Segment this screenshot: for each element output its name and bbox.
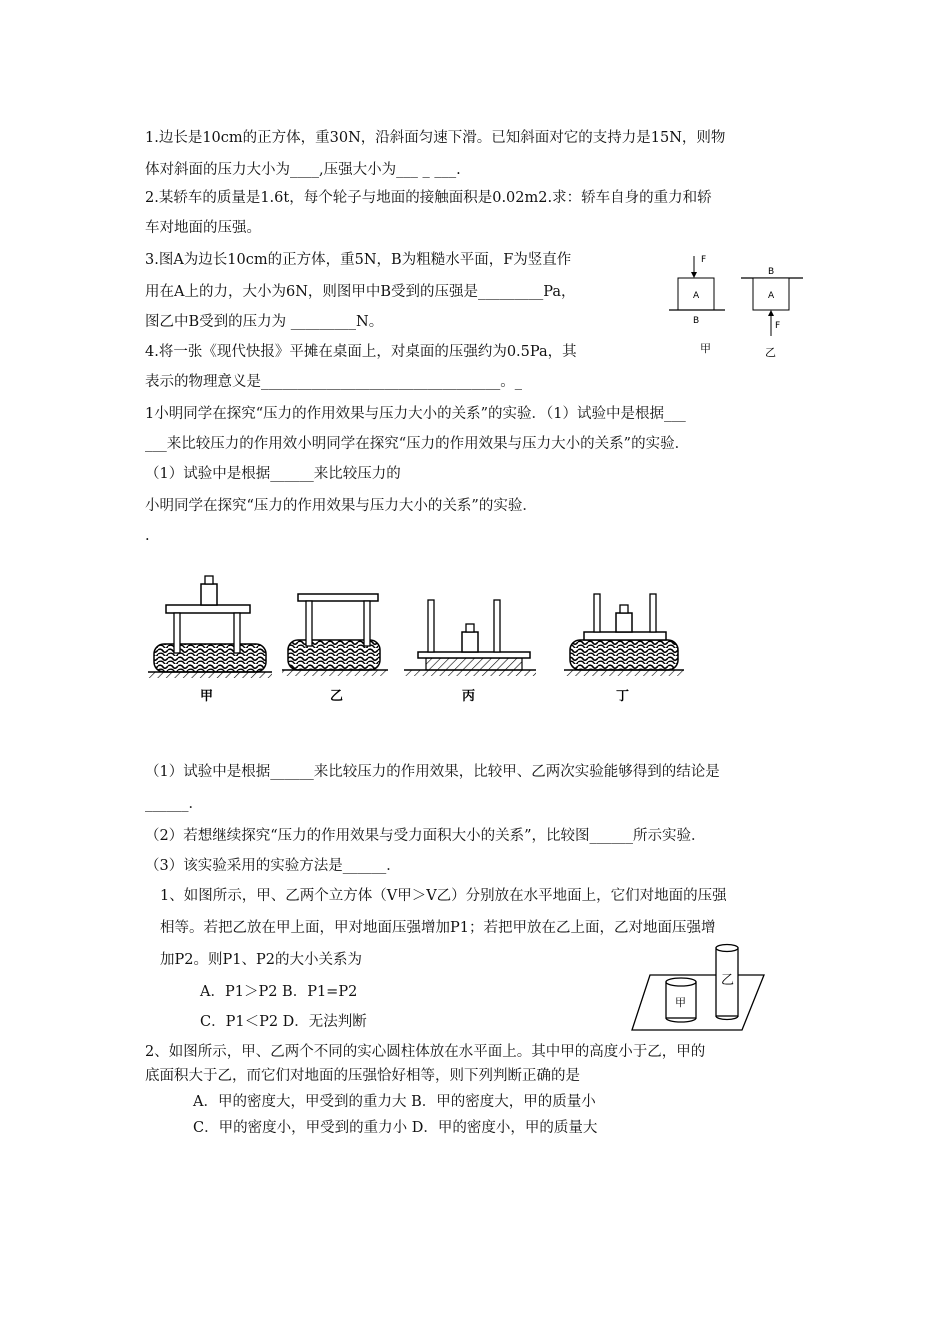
q5-line-1: 1小明同学在探究“压力的作用效果与压力大小的关系”的实验．（1）试验中是根据___ xyxy=(145,406,686,422)
q5-sub1-line-1: （1）试验中是根据______来比较压力的作用效果，比较甲、乙两次实验能够得到的结论是 xyxy=(145,764,720,780)
label-setup-jia: 甲 xyxy=(200,689,214,704)
q7-line-2: 底面积大于乙，而它们对地面的压强恰好相等，则下列判断正确的是 xyxy=(145,1068,580,1084)
q7-options-cd: C．甲的密度小，甲受到的重力小 D．甲的密度小，甲的质量大 xyxy=(193,1120,598,1136)
q3-line-2: 用在A上的力，大小为6N，则图甲中B受到的压强是_________Pa， xyxy=(145,284,576,300)
q6-line-3: 加P2。则P1、P2的大小关系为 xyxy=(160,952,362,968)
q4-line-1: 4.将一张《现代快报》平摊在桌面上，对桌面的压强约为0.5Pa，其 xyxy=(145,344,577,360)
q5-line-5: . xyxy=(145,528,150,544)
cylinders-figure xyxy=(628,940,768,1035)
q4-line-2: 表示的物理意义是_________________________________。_ xyxy=(145,374,522,390)
q1-line-2: 体对斜面的压力大小为____,压强大小为___ _ ___. xyxy=(145,162,461,178)
label-a-yi: A xyxy=(768,291,775,301)
q5-sub2-line: （2）若想继续探究“压力的作用效果与受力面积大小的关系”，比较图______所示实验． xyxy=(145,828,706,844)
label-cylinder-jia: 甲 xyxy=(675,996,686,1009)
label-setup-ding: 丁 xyxy=(616,689,630,704)
q6-options-ab: A．P1＞P2 B．P1=P2 xyxy=(200,984,358,1000)
label-setup-yi: 乙 xyxy=(330,689,344,704)
label-cylinder-yi: 乙 xyxy=(721,973,735,988)
plane xyxy=(632,975,764,1030)
setup-jia xyxy=(148,576,272,678)
setup-bing xyxy=(404,600,536,676)
q3-line-3: 图乙中B受到的压力为 _________N。 xyxy=(145,314,384,330)
label-f-jia: F xyxy=(701,255,707,265)
q2-line-1: 2.某轿车的质量是1.6t，每个轮子与地面的接触面积是0.02m2.求：轿车自身的重力和轿 xyxy=(145,190,712,206)
q6-line-2: 相等。若把乙放在甲上面，甲对地面压强增加P1；若把甲放在乙上面，乙对地面压强增 xyxy=(160,920,716,936)
label-b-yi: B xyxy=(768,267,775,277)
label-yi: 乙 xyxy=(765,346,776,359)
q6-options-cd: C．P1＜P2 D．无法判断 xyxy=(200,1014,367,1030)
q5-line-4: 小明同学在探究“压力的作用效果与压力大小的关系”的实验． xyxy=(145,498,537,514)
q5-sub3-line: （3）该实验采用的实验方法是______． xyxy=(145,858,401,874)
pressure-experiment-figure xyxy=(148,560,688,710)
label-jia: 甲 xyxy=(700,342,711,355)
q3-line-1: 3.图A为边长10cm的正方体，重5N，B为粗糙水平面，F为竖直作 xyxy=(145,252,572,268)
q5-line-2: ___来比较压力的作用效小明同学在探究“压力的作用效果与压力大小的关系”的实验． xyxy=(145,436,690,452)
q5-line-3: （1）试验中是根据______来比较压力的 xyxy=(145,466,401,482)
q7-options-ab: A．甲的密度大，甲受到的重力大 B．甲的密度大，甲的质量小 xyxy=(193,1094,596,1110)
q6-line-1: 1、如图所示，甲、乙两个立方体（V甲＞V乙）分别放在水平地面上，它们对地面的压强 xyxy=(160,888,727,904)
q7-line-1: 2、如图所示，甲、乙两个不同的实心圆柱体放在水平面上。其中甲的高度小于乙，甲的 xyxy=(145,1044,706,1060)
q5-sub1-line-2: ______． xyxy=(145,796,203,812)
setup-yi xyxy=(282,594,388,676)
label-b-jia: B xyxy=(693,316,700,326)
q1-line-1: 1.边长是10cm的正方体，重30N，沿斜面匀速下滑。已知斜面对它的支持力是15N，则物 xyxy=(145,130,726,146)
label-setup-bing: 丙 xyxy=(462,689,476,704)
label-f-yi: F xyxy=(775,321,781,331)
setup-ding xyxy=(564,594,684,676)
force-diagram-figure xyxy=(665,248,815,363)
q2-line-2: 车对地面的压强。 xyxy=(145,220,261,236)
label-a-jia: A xyxy=(693,291,700,301)
